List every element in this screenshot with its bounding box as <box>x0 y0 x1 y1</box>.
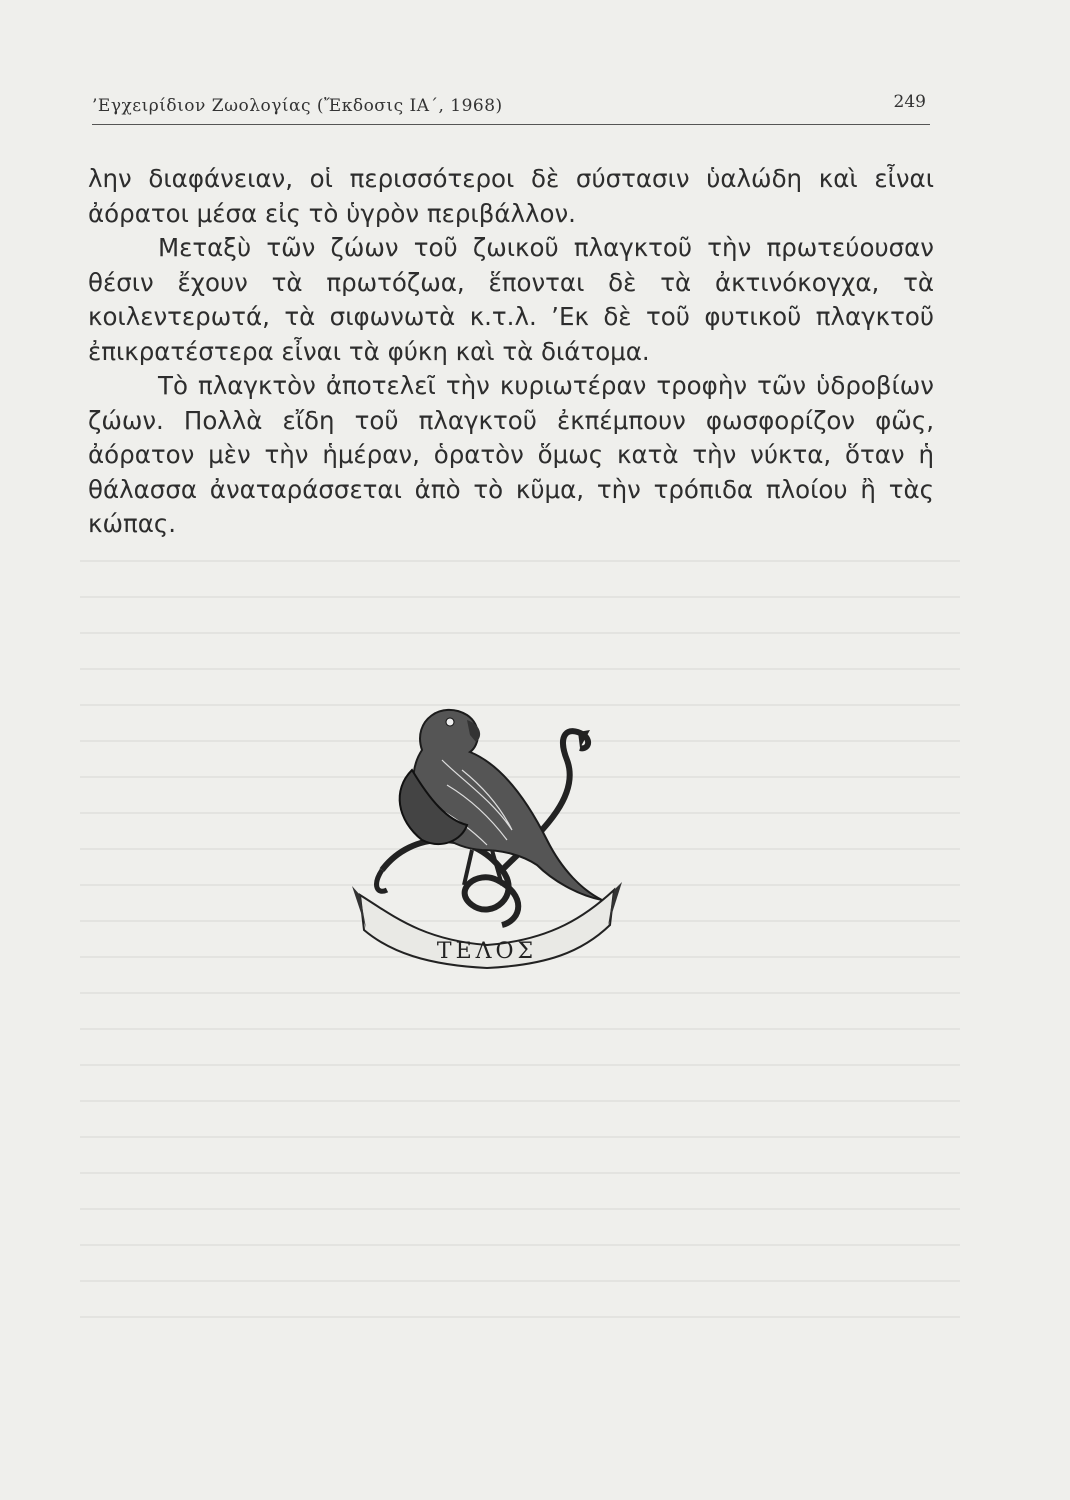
body-text <box>88 162 934 542</box>
running-head-title: ’Εγχειρίδιον Ζωολογίας (Ἔκδοσις ΙΑ΄, 1968) <box>92 96 503 116</box>
telos-ornament <box>352 690 622 970</box>
bird-serpent-icon <box>352 690 622 970</box>
header-rule <box>92 124 930 125</box>
paragraph-plankton-animals: Μεταξὺ τῶν ζώων τοῦ ζωικοῦ πλαγκτοῦ τὴν πρωτεύουσαν θέσιν ἔχουν τὰ πρωτόζωα, ἕπονται δὲ τὰ ἀκτινόκογχα, τὰ κοιλεντερωτά, τὰ σιφωνωτὰ κ.τ.λ. ’Εκ δὲ τοῦ φυτικοῦ πλαγκτοῦ ἐπικρατέστερα εἶναι τὰ φύκη καὶ τὰ διάτομα. <box>88 233 934 366</box>
telos-banner-text: ΤΕΛΟΣ <box>436 939 538 964</box>
page-number: 249 <box>893 92 926 112</box>
paragraph-plankton-food: Τὸ πλαγκτὸν ἀποτελεῖ τὴν κυριωτέραν τροφὴν τῶν ὑδροβίων ζώων. Πολλὰ εἴδη τοῦ πλαγκτοῦ ἐκπέμπουν φωσφορίζον φῶς, ἀόρατον μὲν τὴν ἡμέραν, ὁρατὸν ὅμως κατὰ τὴν νύκτα, ὅταν ἡ θάλασσα ἀναταράσσεται ἀπὸ τὸ κῦμα, τὴν τρόπιδα πλοίου ἢ τὰς κώπας. <box>88 371 934 538</box>
running-head <box>92 92 930 126</box>
paragraph-continuation: λην διαφάνειαν, οἱ περισσότεροι δὲ σύστασιν ὑαλώδη καὶ εἶναι ἀόρατοι μέσα εἰς τὸ ὑγρὸν περιβάλλον. <box>88 164 934 228</box>
